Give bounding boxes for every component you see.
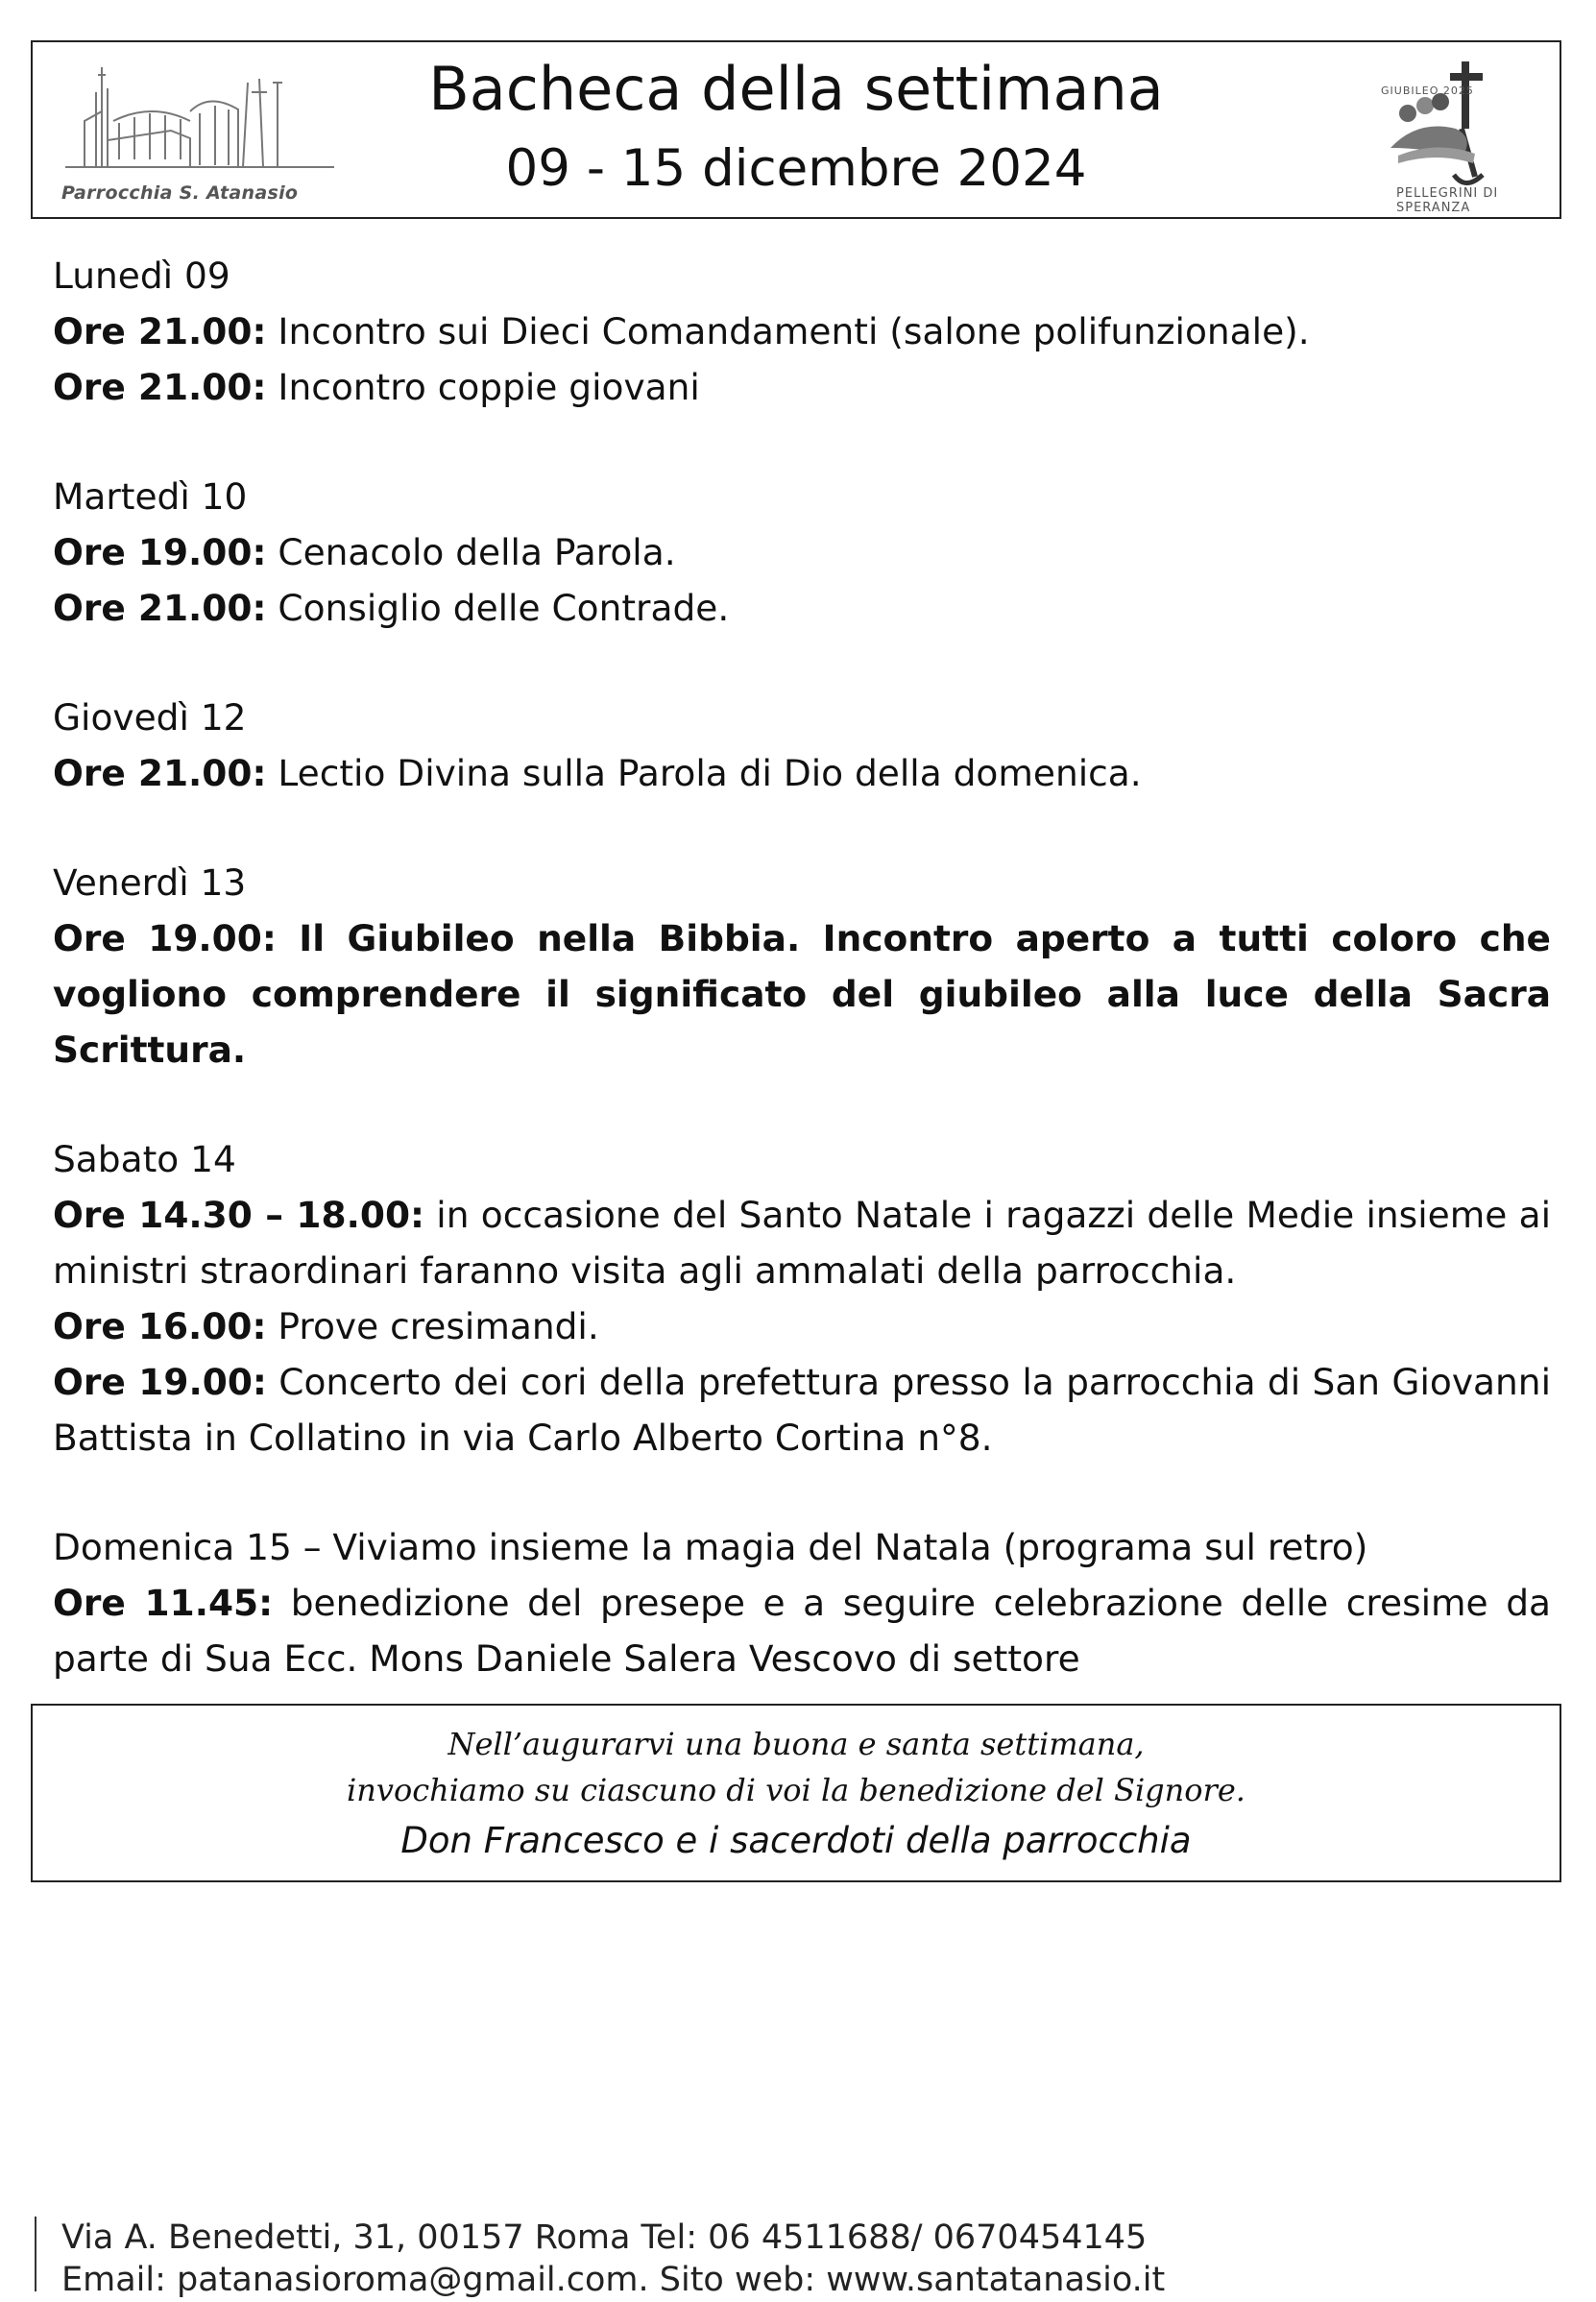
header-box <box>31 40 1561 219</box>
footer-address: Via A. Benedetti, 31, 00157 Roma Tel: 06 4511688/ 0670454145 <box>61 2218 1148 2257</box>
event-line <box>53 303 1551 359</box>
event-line <box>53 524 1551 580</box>
event-time: Ore 16.00: <box>53 1305 267 1347</box>
closing-line-1: Nell’augurarvi una buona e santa settimana, <box>447 1726 1145 1762</box>
event-line <box>53 580 1551 636</box>
event-line <box>53 745 1551 801</box>
event-text: benedizione del presepe e a seguire celebrazione delle cresime da parte di Sua Ecc. Mons Daniele Salera Vescovo di settore <box>53 1582 1551 1680</box>
day-heading: Domenica 15 – Viviamo insieme la magia del Natala (programa sul retro) <box>53 1526 1368 1568</box>
event-text: Prove cresimandi. <box>266 1305 599 1347</box>
day-section-thursday <box>53 690 1551 801</box>
event-text: Cenacolo della Parola. <box>266 531 676 573</box>
jubilee-logo <box>1369 52 1542 215</box>
footer <box>35 2217 1166 2299</box>
day-heading: Giovedì 12 <box>53 696 247 739</box>
event-time: Ore 11.45: <box>53 1582 274 1624</box>
closing-signature: Don Francesco e i sacerdoti della parrocchia <box>400 1820 1192 1861</box>
footer-contact: Email: patanasioroma@gmail.com. Sito web: www.santatanasio.it <box>61 2261 1166 2299</box>
day-section-monday <box>53 248 1551 415</box>
event-line <box>53 1354 1551 1466</box>
page-title: Bacheca della settimana <box>428 54 1164 124</box>
event-time: Ore 19.00: <box>53 531 267 573</box>
event-time: Ore 14.30 – 18.00: <box>53 1194 425 1236</box>
event-text: Consiglio delle Contrade. <box>266 587 730 629</box>
jubilee-logo-small-text: GIUBILEO 2025 <box>1381 85 1474 97</box>
closing-message-box <box>31 1704 1561 1882</box>
day-heading: Venerdì 13 <box>53 861 247 904</box>
day-heading: Lunedì 09 <box>53 254 230 297</box>
event-text: Lectio Divina sulla Parola di Dio della domenica. <box>266 752 1142 794</box>
day-section-friday <box>53 855 1551 1078</box>
parish-logo-text: Parrocchia S. Atanasio <box>61 182 299 204</box>
event-line-highlight: Ore 19.00: Il Giubileo nella Bibbia. Incontro aperto a tutti coloro che vogliono comprendere il significato del giubileo alla luce della Sacra Scrittura. <box>53 917 1551 1071</box>
day-section-tuesday <box>53 469 1551 636</box>
event-line <box>53 1575 1551 1686</box>
event-time: Ore 21.00: <box>53 310 267 352</box>
event-time: Ore 21.00: <box>53 587 267 629</box>
event-time: Ore 21.00: <box>53 752 267 794</box>
weekly-schedule <box>53 248 1551 1686</box>
event-line <box>53 1298 1551 1354</box>
jubilee-logo-text: PELLEGRINI DI SPERANZA <box>1396 186 1499 215</box>
closing-line-2: invochiamo su ciascuno di voi la benedizione del Signore. <box>347 1772 1245 1808</box>
event-text: Incontro sui Dieci Comandamenti (salone polifunzionale). <box>266 310 1310 352</box>
day-section-sunday <box>53 1519 1551 1686</box>
event-text: Concerto dei cori della prefettura presso la parrocchia di San Giovanni Battista in Collatino in via Carlo Alberto Cortina n°8. <box>53 1361 1551 1459</box>
event-time: Ore 21.00: <box>53 366 267 408</box>
week-dates: 09 - 15 dicembre 2024 <box>505 139 1087 198</box>
day-section-saturday <box>53 1131 1551 1466</box>
event-text: in occasione del Santo Natale i ragazzi delle Medie insieme ai ministri straordinari faranno visita agli ammalati della parrocchia. <box>53 1194 1551 1292</box>
event-line <box>53 1187 1551 1298</box>
day-heading: Sabato 14 <box>53 1138 236 1180</box>
event-time: Ore 19.00: <box>53 1361 267 1403</box>
day-heading: Martedì 10 <box>53 475 248 518</box>
event-line <box>53 359 1551 415</box>
event-text: Incontro coppie giovani <box>266 366 700 408</box>
